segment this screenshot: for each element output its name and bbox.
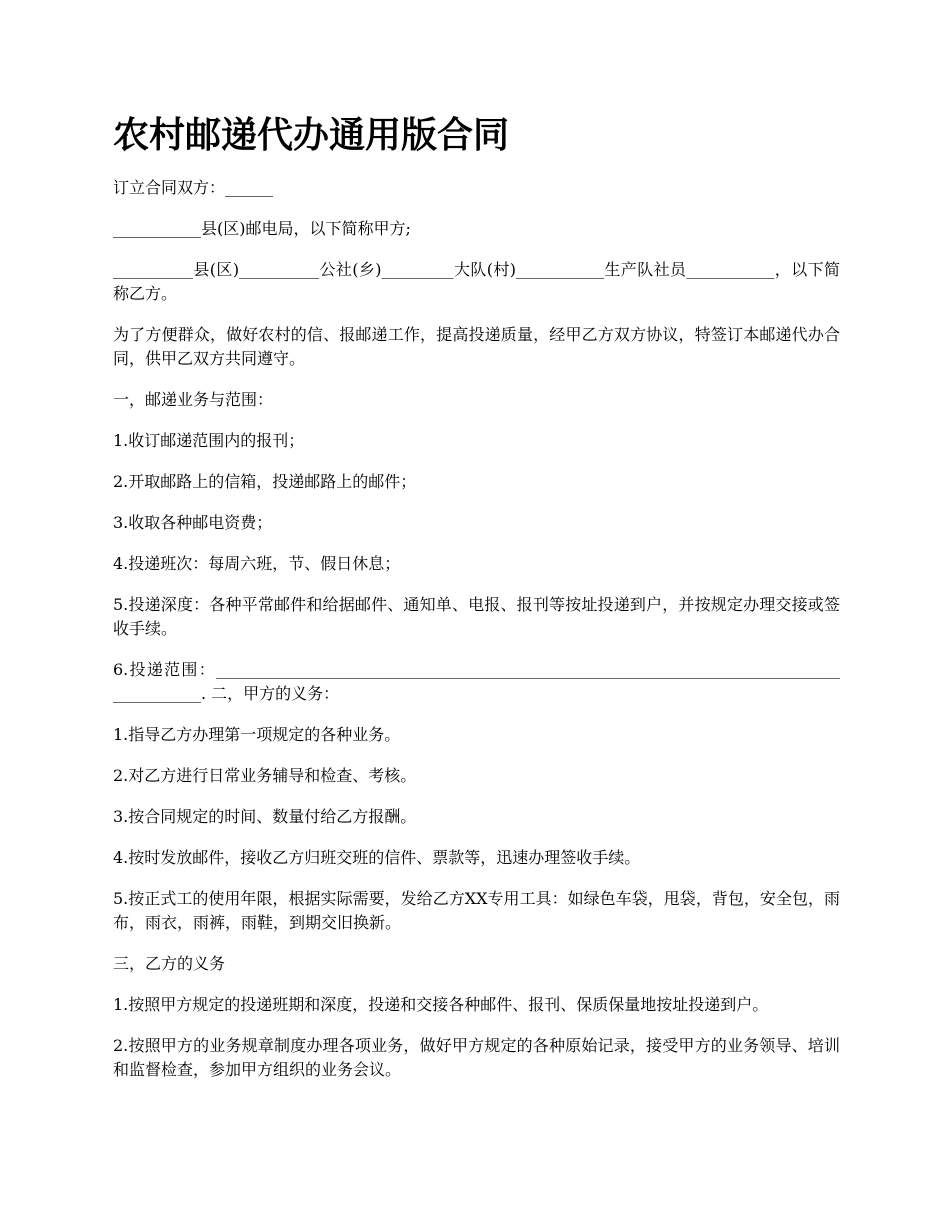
clause-paragraph: 2.按照甲方的业务规章制度办理各项业务，做好甲方规定的各种原始记录，接受甲方的业务领导、培训和监督检查，参加甲方组织的业务会议。 (113, 1036, 840, 1079)
clause-paragraph: 4.按时发放邮件，接收乙方归班交班的信件、票款等，迅速办理签收手续。 (113, 848, 641, 867)
clause-paragraph: 5.投递深度：各种平常邮件和给据邮件、通知单、电报、报刊等按址投递到户，并按规定办理交接或签收手续。 (113, 595, 840, 638)
clause-paragraph: 4.投递班次：每周六班，节、假日休息； (113, 554, 401, 573)
clause-paragraph: 3.按合同规定的时间、数量付给乙方报酬。 (113, 807, 417, 826)
section-heading-business-scope: 一，邮递业务与范围： (113, 390, 274, 409)
document-page (113, 112, 840, 1099)
clause-paragraph: 2.对乙方进行日常业务辅导和检查、考核。 (113, 766, 417, 785)
section-heading-party-b-duties: 三，乙方的义务 (113, 954, 226, 973)
preamble-paragraph: 为了方便群众，做好农村的信、报邮递工作，提高投递质量，经甲乙方双方协议，特签订本邮递代办合同，供甲乙双方共同遵守。 (113, 325, 840, 368)
clause-paragraph: 2.开取邮路上的信箱，投递邮路上的邮件； (113, 472, 417, 491)
clause-paragraph: 6.投递范围：_________________________________________________________________________________________. 二，甲方的义务： (113, 660, 840, 703)
party-b-line: __________县(区)__________公社(乡)_________大队(村)___________生产队社员___________，以下简称乙方。 (113, 260, 840, 303)
party-a-line: ___________县(区)邮电局，以下简称甲方; (113, 219, 411, 238)
clause-paragraph: 3.收取各种邮电资费； (113, 513, 273, 532)
clause-paragraph: 5.按正式工的使用年限，根据实际需要，发给乙方XX专用工具：如绿色车袋，甩袋，背包，安全包，雨布，雨衣，雨裤，雨鞋，到期交旧换新。 (113, 889, 840, 932)
contract-parties-line: 订立合同双方：______ (113, 178, 274, 197)
clause-paragraph: 1.指导乙方办理第一项规定的各种业务。 (113, 725, 401, 744)
document-title: 农村邮递代办通用版合同 (113, 115, 510, 156)
clause-paragraph: 1.收订邮递范围内的报刊； (113, 431, 305, 450)
clause-paragraph: 1.按照甲方规定的投递班期和深度，投递和交接各种邮件、报刊、保质保量地按址投递到户。 (113, 995, 769, 1014)
